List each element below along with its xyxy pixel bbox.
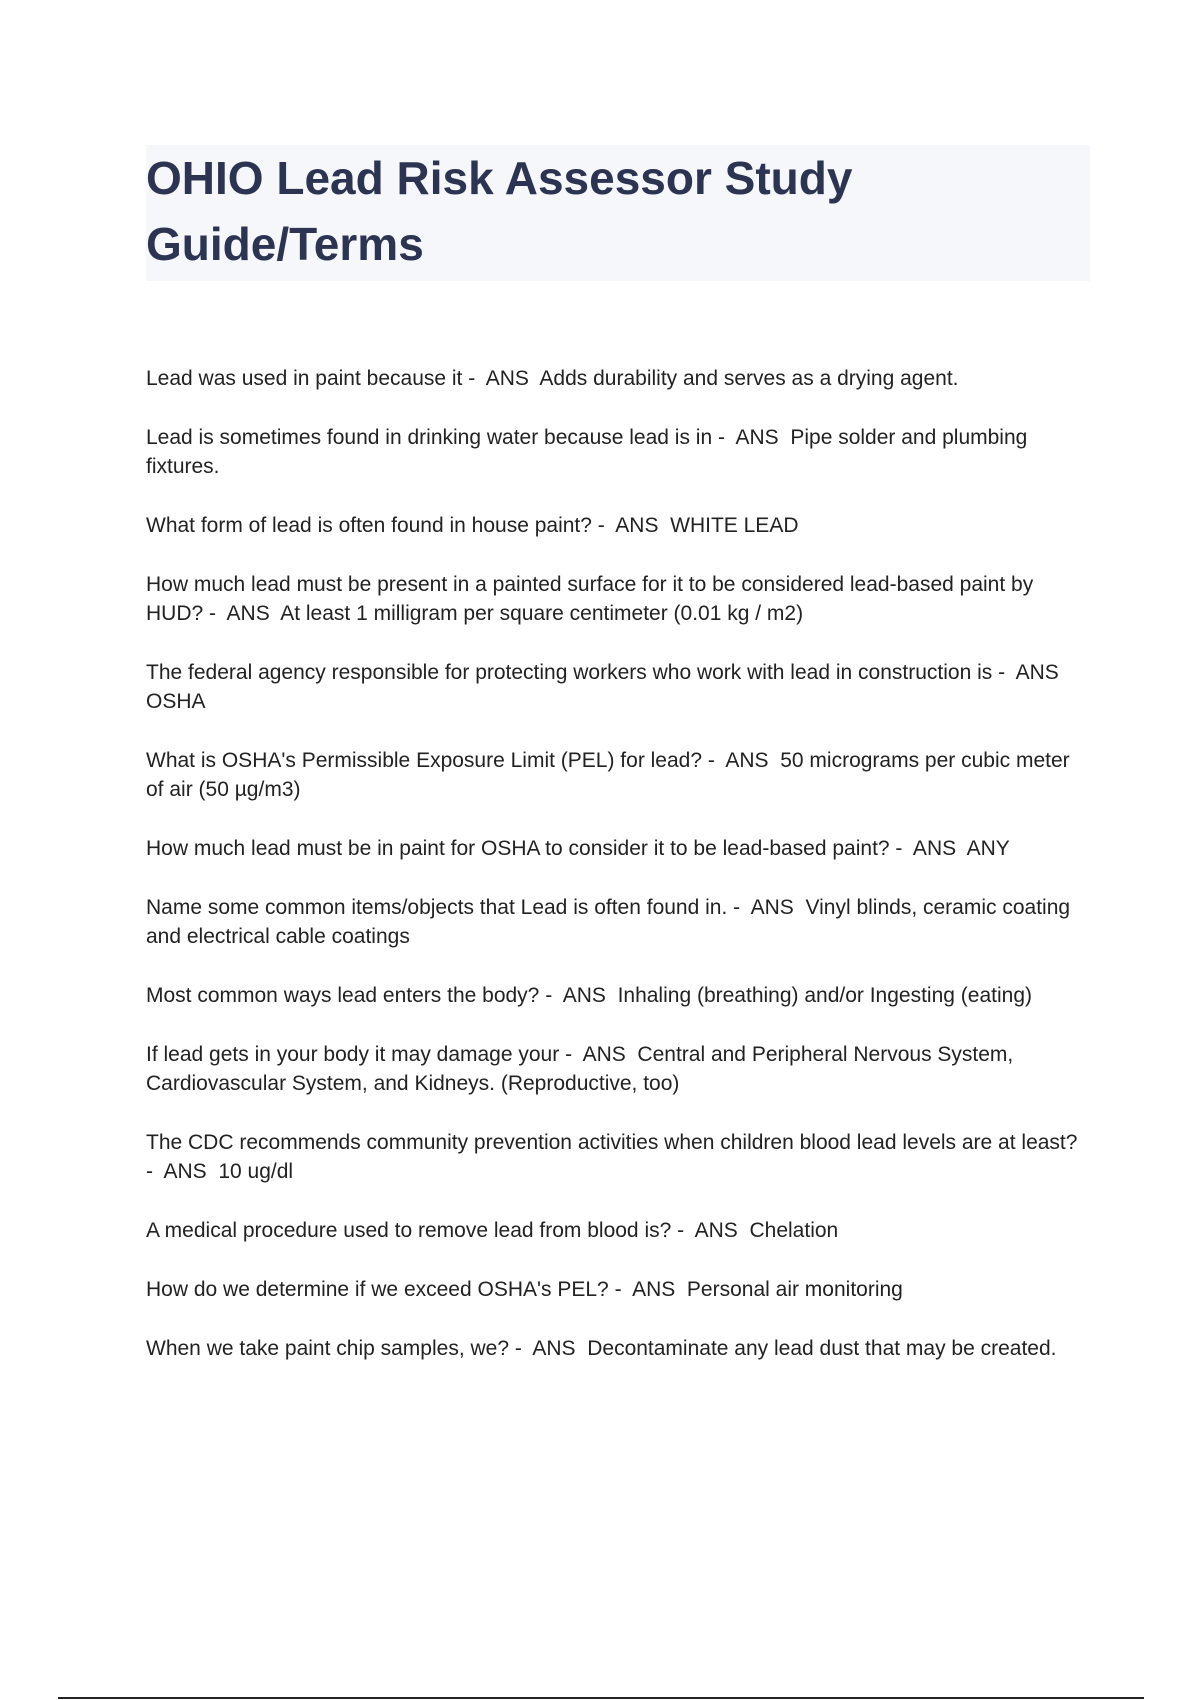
answer-marker: - ANS bbox=[702, 749, 781, 772]
answer-text: Personal air monitoring bbox=[686, 1278, 903, 1301]
answer-marker: - ANS bbox=[509, 1337, 588, 1360]
question-text: Lead is sometimes found in drinking water because lead is in bbox=[146, 426, 713, 449]
answer-marker: - ANS bbox=[608, 1278, 687, 1301]
answer-marker: - ANS bbox=[889, 837, 967, 860]
question-text: How much lead must be in paint for OSHA to consider it to be lead-based paint? bbox=[146, 837, 890, 860]
answer-text: At least 1 milligram per square centimeter (0.01 kg / m2) bbox=[280, 602, 804, 625]
qa-item bbox=[146, 570, 1090, 628]
answer-marker: - ANS bbox=[992, 661, 1071, 684]
answer-marker: - ANS bbox=[203, 602, 281, 625]
answer-text: Adds durability and serves as a drying agent. bbox=[539, 367, 959, 390]
answer-text: WHITE LEAD bbox=[670, 514, 799, 537]
question-text: The CDC recommends community prevention activities when children blood lead levels are at least? bbox=[146, 1131, 1078, 1154]
answer-text: ANY bbox=[966, 837, 1010, 860]
question-text: How much lead must be present in a painted surface for it to be considered lead-based paint by HUD? bbox=[146, 573, 1040, 625]
answer-marker: - ANS bbox=[539, 984, 618, 1007]
qa-item bbox=[146, 1334, 1090, 1363]
answer-text: 50 micrograms per cubic meter of air (50 µg/m3) bbox=[146, 749, 1076, 801]
question-text: Name some common items/objects that Lead is often found in. bbox=[146, 896, 728, 919]
qa-item bbox=[146, 1128, 1090, 1186]
answer-text: Central and Peripheral Nervous System, Cardiovascular System, and Kidneys. (Reproductive, too) bbox=[146, 1043, 1020, 1095]
answer-marker: - ANS bbox=[559, 1043, 638, 1066]
qa-item bbox=[146, 1275, 1090, 1304]
qa-item bbox=[146, 834, 1090, 863]
question-text: When we take paint chip samples, we? bbox=[146, 1337, 510, 1360]
question-text: Most common ways lead enters the body? bbox=[146, 984, 540, 1007]
answer-text: 10 ug/dl bbox=[218, 1160, 294, 1183]
page-title: OHIO Lead Risk Assessor Study Guide/Terms bbox=[146, 152, 853, 270]
question-text: Lead was used in paint because it bbox=[146, 367, 463, 390]
qa-item bbox=[146, 1216, 1090, 1245]
answer-text: Chelation bbox=[749, 1219, 839, 1242]
qa-list bbox=[146, 364, 1090, 1393]
answer-marker: - ANS bbox=[712, 426, 791, 449]
qa-item bbox=[146, 981, 1090, 1010]
footer-divider bbox=[58, 1697, 1144, 1699]
answer-text: OSHA bbox=[146, 690, 206, 713]
title-block bbox=[146, 145, 1090, 281]
qa-item bbox=[146, 511, 1090, 540]
answer-marker: - ANS bbox=[727, 896, 806, 919]
answer-text: Pipe solder and plumbing fixtures. bbox=[146, 426, 1034, 478]
answer-marker: - ANS bbox=[462, 367, 540, 390]
qa-item bbox=[146, 1040, 1090, 1098]
qa-item bbox=[146, 658, 1090, 716]
answer-text: Decontaminate any lead dust that may be created. bbox=[587, 1337, 1057, 1360]
qa-item bbox=[146, 423, 1090, 481]
qa-item bbox=[146, 893, 1090, 951]
question-text: What form of lead is often found in house paint? bbox=[146, 514, 592, 537]
question-text: A medical procedure used to remove lead from blood is? bbox=[146, 1219, 672, 1242]
answer-text: Inhaling (breathing) and/or Ingesting (eating) bbox=[617, 984, 1032, 1007]
qa-item bbox=[146, 364, 1090, 393]
answer-text: Vinyl blinds, ceramic coating and electrical cable coatings bbox=[146, 896, 1076, 948]
answer-marker: - ANS bbox=[671, 1219, 750, 1242]
question-text: How do we determine if we exceed OSHA's PEL? bbox=[146, 1278, 609, 1301]
qa-item bbox=[146, 746, 1090, 804]
answer-marker: - ANS bbox=[146, 1131, 1084, 1183]
answer-marker: - ANS bbox=[591, 514, 671, 537]
question-text: If lead gets in your body it may damage your bbox=[146, 1043, 560, 1066]
question-text: What is OSHA's Permissible Exposure Limit (PEL) for lead? bbox=[146, 749, 703, 772]
question-text: The federal agency responsible for protecting workers who work with lead in construction is bbox=[146, 661, 993, 684]
